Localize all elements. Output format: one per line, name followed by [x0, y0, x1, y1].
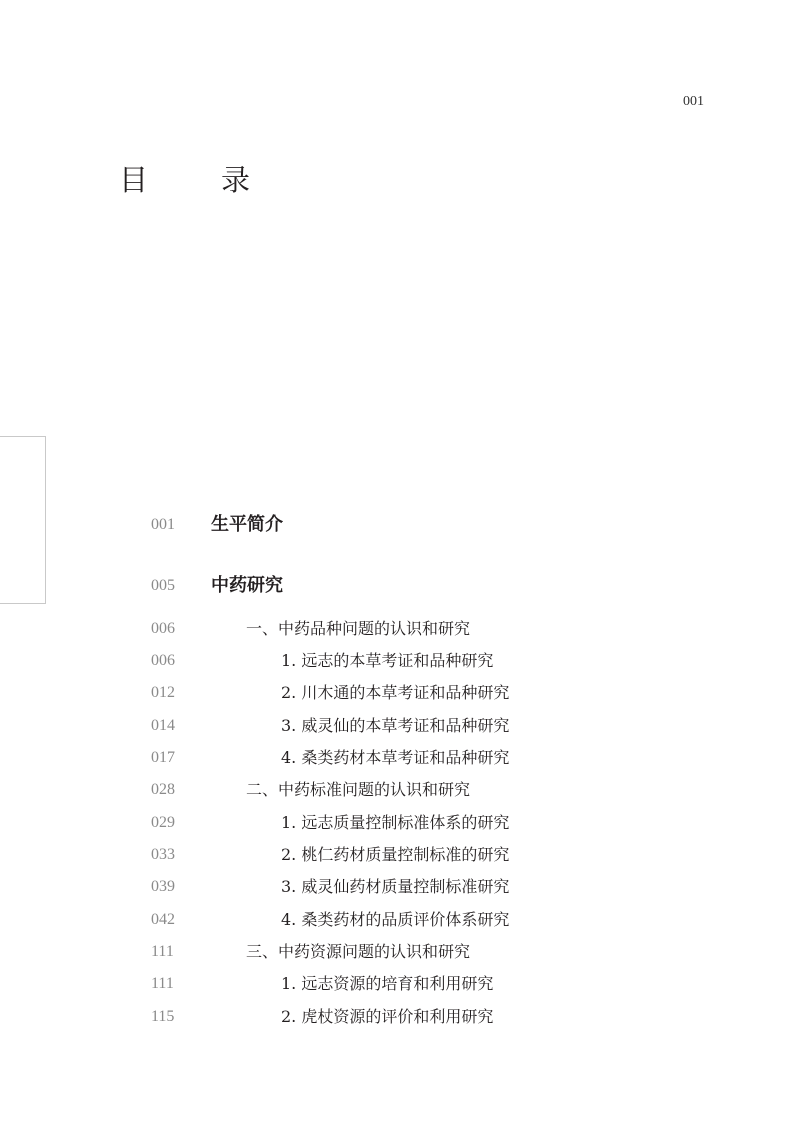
toc-entry-page: 115: [151, 1008, 175, 1025]
toc-entry-item[interactable]: [0, 971, 800, 997]
toc-entry-section-2[interactable]: [0, 777, 800, 803]
toc-entry-page: 029: [151, 814, 175, 831]
toc-entry-title: 4. 桑类药材的品质评价体系研究: [281, 910, 510, 929]
toc-entry-title: 二、中药标准问题的认识和研究: [246, 780, 471, 799]
toc-entry-page: 042: [151, 911, 175, 928]
toc-entry-title: 1. 远志的本草考证和品种研究: [281, 651, 494, 670]
toc-entry-page: 012: [151, 684, 175, 701]
toc-entry-title: 2. 川木通的本草考证和品种研究: [281, 683, 510, 702]
toc-entry-page: 006: [151, 652, 175, 669]
toc-entry-title: 2. 桃仁药材质量控制标准的研究: [281, 845, 510, 864]
toc-entry-page: 006: [151, 620, 175, 637]
toc-entry-page: 017: [151, 749, 175, 766]
toc-entry-item[interactable]: [0, 1004, 800, 1030]
toc-entry-title: 生平简介: [211, 514, 283, 535]
page-title: 目 录: [119, 163, 273, 197]
toc-entry-title: 4. 桑类药材本草考证和品种研究: [281, 748, 510, 767]
toc-entry-page: 028: [151, 781, 175, 798]
page-number: 001: [683, 94, 704, 109]
toc-entry-section-3[interactable]: [0, 939, 800, 965]
toc-entry-title: 一、中药品种问题的认识和研究: [246, 619, 471, 638]
toc-entry-page: 111: [151, 975, 174, 992]
toc-entry-title: 1. 远志资源的培育和利用研究: [281, 974, 494, 993]
toc-entry-title: 三、中药资源问题的认识和研究: [246, 942, 471, 961]
toc-entry-item[interactable]: [0, 874, 800, 900]
toc-entry-tcm-research[interactable]: [0, 573, 800, 599]
toc-entry-title: 3. 威灵仙的本草考证和品种研究: [281, 716, 510, 735]
toc-entry-page: 005: [151, 577, 175, 594]
toc-entry-title: 3. 威灵仙药材质量控制标准研究: [281, 877, 510, 896]
toc-entry-section-1[interactable]: [0, 616, 800, 642]
toc-entry-item[interactable]: [0, 907, 800, 933]
toc-entry-page: 111: [151, 943, 174, 960]
toc-entry-item[interactable]: [0, 842, 800, 868]
toc-entry-title: 2. 虎杖资源的评价和利用研究: [281, 1007, 494, 1026]
toc-entry-item[interactable]: [0, 745, 800, 771]
toc-entry-biography[interactable]: [0, 512, 800, 538]
toc-entry-item[interactable]: [0, 810, 800, 836]
toc-entry-page: 001: [151, 516, 175, 533]
toc-entry-page: 033: [151, 846, 175, 863]
toc-entry-page: 039: [151, 878, 175, 895]
toc-entry-item[interactable]: [0, 680, 800, 706]
toc-entry-title: 1. 远志质量控制标准体系的研究: [281, 813, 510, 832]
toc-entry-item[interactable]: [0, 713, 800, 739]
toc-entry-item[interactable]: [0, 648, 800, 674]
toc-entry-page: 014: [151, 717, 175, 734]
toc-entry-title: 中药研究: [211, 575, 283, 596]
